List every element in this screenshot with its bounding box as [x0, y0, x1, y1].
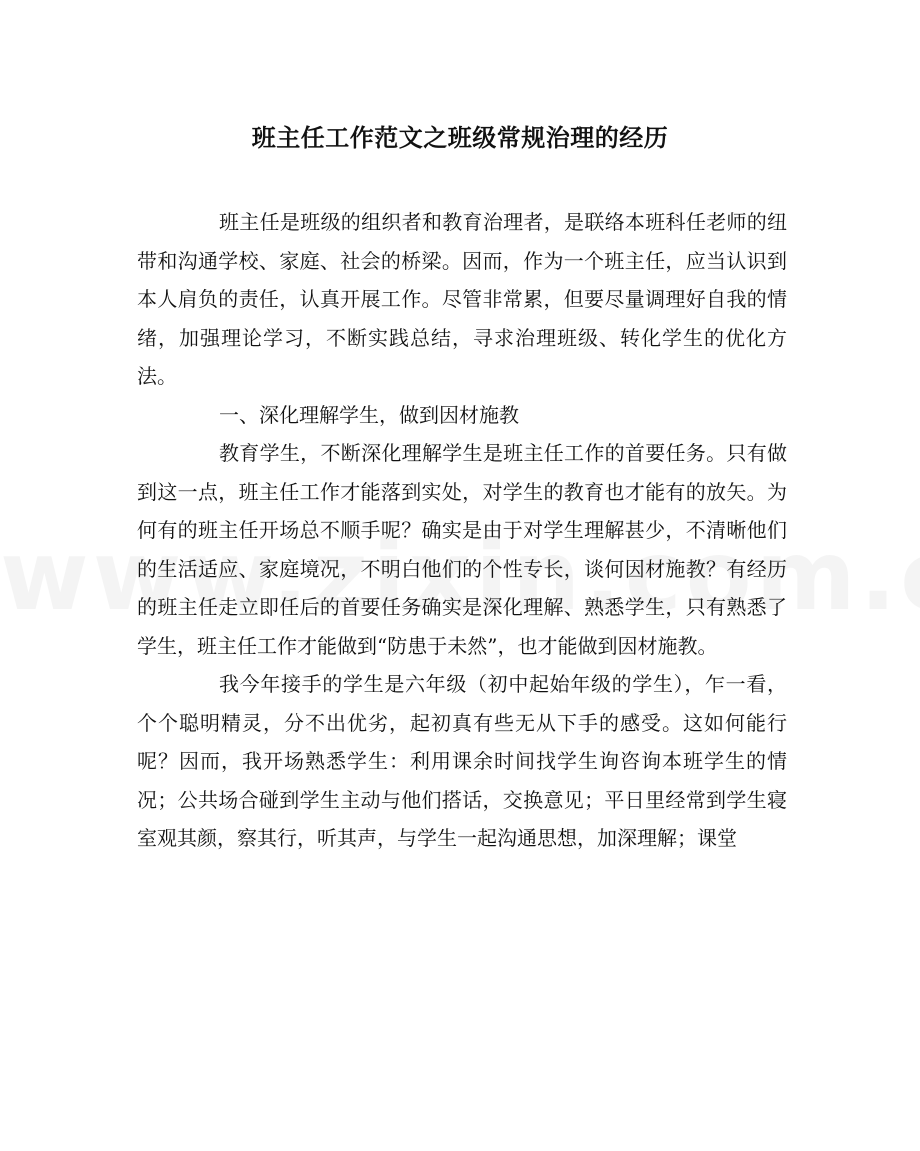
document-body [137, 203, 787, 858]
paragraph-sixth-grade: 我今年接手的学生是六年级（初中起始年级的学生），乍一看，个个聪明精灵，分不出优劣，起初真有些无从下手的感受。这如何能行呢？因而，我开场熟悉学生：利用课余时间找学生询咨询本班学生的情况；公共场合碰到学生主动与他们搭话，交换意见；平日里经常到学生寝室观其颜，察其行，听其声，与学生一起沟通思想，加深理解；课堂 [137, 672, 787, 850]
paragraph-intro: 班主任是班级的组织者和教育治理者，是联络本班科任老师的纽带和沟通学校、家庭、社会的桥梁。因而，作为一个班主任，应当认识到本人肩负的责任，认真开展工作。尽管非常累，但要尽量调理好自我的情绪，加强理论学习，不断实践总结，寻求治理班级、转化学生的优化方法。 [137, 210, 787, 388]
document-title: 班主任工作范文之班级常规治理的经历 [251, 123, 669, 152]
paragraph-understand-students: 教育学生，不断深化理解学生是班主任工作的首要任务。只有做到这一点，班主任工作才能落到实处，对学生的教育也才能有的放矢。为何有的班主任开场总不顺手呢？确实是由于对学生理解甚少，不清晰他们的生活适应、家庭境况，不明白他们的个性专长，谈何因材施教？有经历的班主任走立即任后的首要任务确实是深化理解、熟悉学生，只有熟悉了学生，班主任工作才能做到“防患于未然”，也才能做到因材施教。 [137, 441, 787, 658]
section-heading-1: 一、深化理解学生，做到因材施教 [219, 402, 519, 427]
